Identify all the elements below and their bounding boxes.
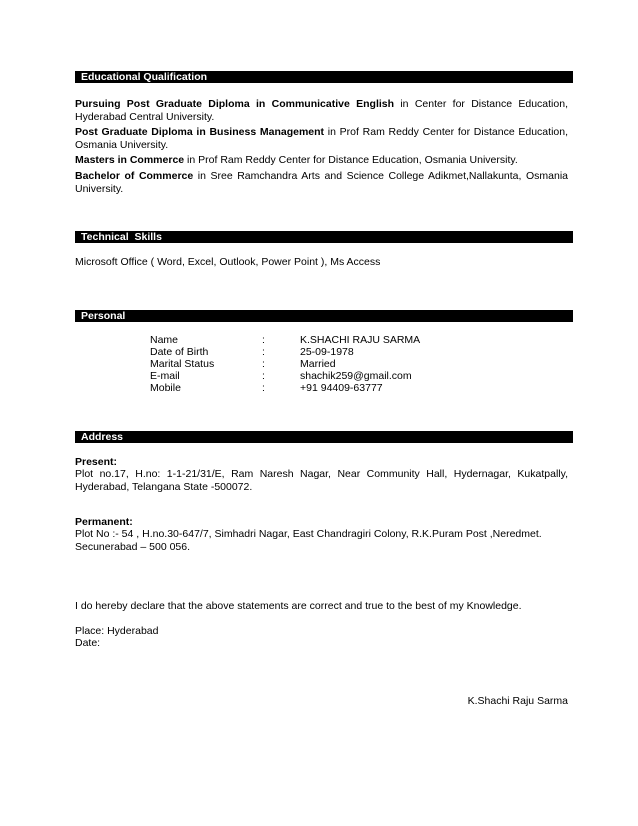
education-item [75, 154, 568, 167]
degree-title: Pursuing Post Graduate Diploma in Communicative English [75, 98, 395, 110]
education-item [75, 170, 568, 196]
degree-title: Bachelor of Commerce [75, 170, 194, 182]
education-item [75, 126, 568, 152]
field-value: shachik259@gmail.com [300, 370, 412, 382]
degree-detail: in Sree Ramchandra Arts and Science College Adikmet,Nallakunta, Osmania University. [75, 170, 568, 195]
field-label: Date of Birth [150, 346, 209, 358]
section-title: Technical Skills [81, 231, 162, 243]
section-title: Educational Qualification [81, 71, 208, 83]
place-text: Place: Hyderabad [75, 625, 159, 637]
permanent-address-line: Secunerabad – 500 056. [75, 541, 191, 553]
signature-name: K.Shachi Raju Sarma [467, 695, 568, 707]
declaration-text: I do hereby declare that the above statements are correct and true to the best of my Knowledge. [75, 600, 522, 612]
section-title: Address [81, 431, 124, 443]
field-colon: : [262, 382, 265, 394]
section-title: Personal [81, 310, 126, 322]
section-header-personal [75, 310, 573, 322]
field-value: Married [300, 358, 336, 370]
field-colon: : [262, 346, 265, 358]
date-text: Date: [75, 637, 101, 649]
field-label: E-mail [150, 370, 180, 382]
permanent-address-label: Permanent: [75, 516, 133, 528]
degree-title: Post Graduate Diploma in Business Management [75, 126, 325, 138]
degree-title: Masters in Commerce [75, 154, 185, 166]
present-address-label: Present: [75, 456, 118, 468]
field-colon: : [262, 358, 265, 370]
section-header-education [75, 71, 573, 83]
field-value: K.SHACHI RAJU SARMA [300, 334, 421, 346]
field-label: Marital Status [150, 358, 215, 370]
section-header-skills [75, 231, 573, 243]
permanent-address-line: Plot No :- 54 , H.no.30-647/7, Simhadri Nagar, East Chandragiri Colony, R.K.Puram Post ,Neredmet. [75, 528, 542, 540]
field-value: +91 94409-63777 [300, 382, 383, 394]
education-item [75, 98, 568, 124]
field-colon: : [262, 370, 265, 382]
degree-detail: in Center for Distance Education, Hyderabad Central University. [75, 98, 568, 123]
skills-text: Microsoft Office ( Word, Excel, Outlook, Power Point ), Ms Access [75, 256, 381, 268]
degree-detail: in Prof Ram Reddy Center for Distance Education, Osmania University. [75, 126, 568, 151]
field-colon: : [262, 334, 265, 346]
degree-detail: in Prof Ram Reddy Center for Distance Education, Osmania University. [184, 154, 518, 166]
present-address-text: Plot no.17, H.no: 1-1-21/31/E, Ram Naresh Nagar, Near Community Hall, Hydernagar, Kukatpally, Hyderabad, Telangana State -500072. [75, 468, 568, 493]
field-label: Mobile [150, 382, 181, 394]
section-header-address [75, 431, 573, 443]
field-label: Name [150, 334, 179, 346]
field-value: 25-09-1978 [300, 346, 354, 358]
